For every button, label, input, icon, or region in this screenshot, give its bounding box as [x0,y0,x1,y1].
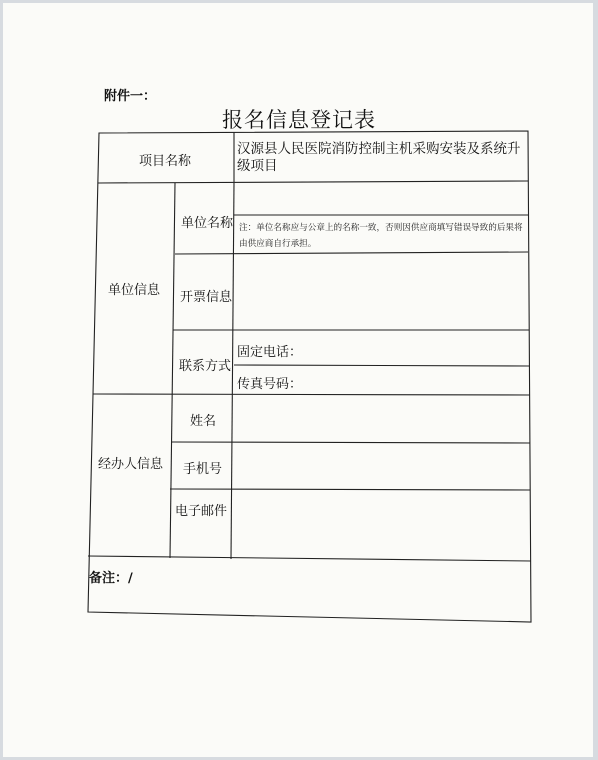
phone-label: 固定电话： [237,345,303,360]
unit-name-note: 注：单位名称应与公章上的名称一致，否则因供应商填写错误导致的后果将由供应商自行承担。 [239,223,523,249]
remark: 备注：/ [89,571,133,586]
fax-label: 传真号码： [237,377,303,392]
mobile-label: 手机号 [183,462,223,477]
handler-info-label: 经办人信息 [98,457,164,472]
invoice-label: 开票信息 [180,290,233,305]
contact-label: 联系方式 [179,359,232,374]
project-name-label: 项目名称 [139,154,192,169]
email-label: 电子邮件 [175,504,228,519]
unit-name-label: 单位名称 [181,216,234,231]
project-name-value: 汉源县人民医院消防控制主机采购安装及系统升级项目 [237,141,521,174]
unit-info-label: 单位信息 [108,283,161,298]
handler-name-label: 姓名 [190,414,217,429]
attachment-label: 附件一： [104,89,157,104]
form-title: 报名信息登记表 [222,108,376,132]
